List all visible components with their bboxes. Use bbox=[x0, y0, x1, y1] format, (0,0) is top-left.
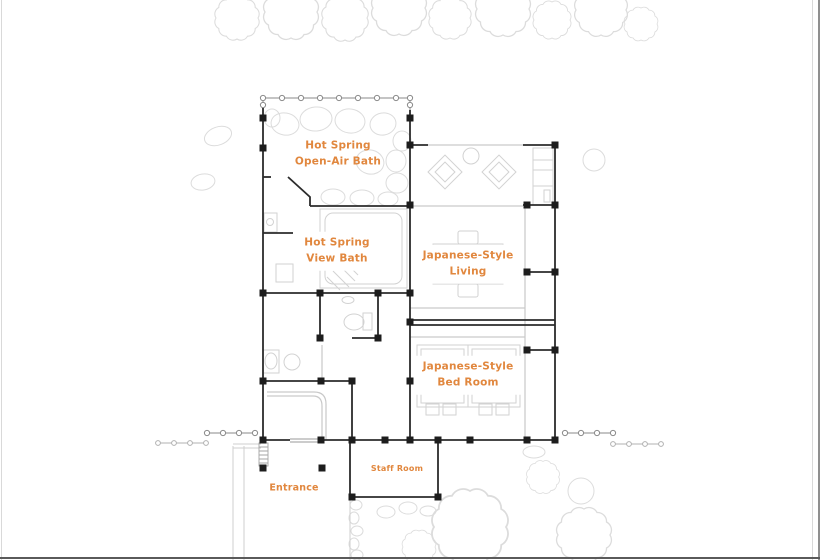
entrance-steps bbox=[259, 443, 268, 466]
garden-paths bbox=[233, 444, 350, 560]
room-label-living-line1: Japanese-Style bbox=[422, 249, 514, 262]
room-label-bed-room-line1: Japanese-Style bbox=[422, 360, 514, 373]
image-edge-right-inner bbox=[812, 0, 813, 560]
room-label-staff-room-text: Staff Room bbox=[370, 463, 424, 473]
image-edge-bottom bbox=[0, 557, 820, 559]
room-label-open-air-bath-line2: Open-Air Bath bbox=[294, 156, 382, 168]
room-label-entrance bbox=[269, 482, 318, 497]
room-label-open-air-bath bbox=[295, 138, 381, 171]
room-label-bed-room bbox=[415, 356, 522, 395]
room-label-staff-room bbox=[371, 463, 423, 475]
room-label-living bbox=[415, 245, 522, 284]
image-edge-left bbox=[1, 0, 2, 560]
room-label-view-bath bbox=[296, 232, 378, 271]
room-label-open-air-bath-line1: Hot Spring bbox=[305, 139, 371, 152]
room-label-bed-room-line2: Bed Room bbox=[437, 377, 499, 389]
room-label-entrance-text: Entrance bbox=[269, 482, 319, 494]
entrance-door bbox=[290, 437, 322, 444]
room-label-view-bath-line1: Hot Spring bbox=[304, 236, 370, 249]
room-label-view-bath-line2: View Bath bbox=[306, 253, 368, 265]
room-label-living-line2: Living bbox=[449, 266, 487, 278]
